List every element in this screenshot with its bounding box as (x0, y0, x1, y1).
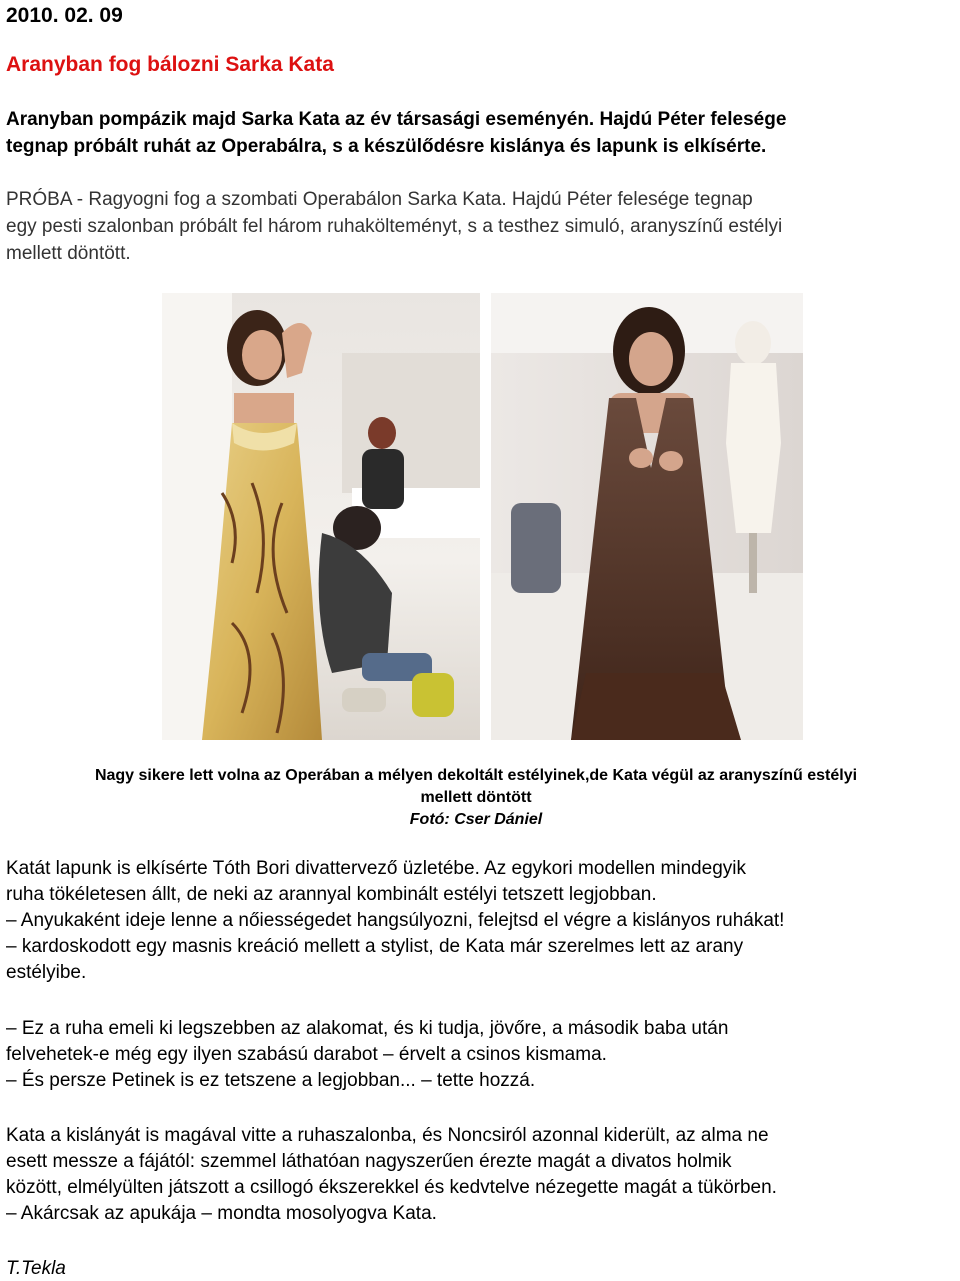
caption-line: mellett döntött (420, 789, 532, 806)
paragraph-line: – Akárcsak az apukája – mondta mosolyogva Kata. (6, 1203, 437, 1224)
photo-caption (0, 765, 952, 831)
photo-gold-gown (162, 293, 480, 740)
paragraph-line: Katát lapunk is elkísérte Tóth Bori divattervező üzletébe. Az egykori modellen mindegyik (6, 858, 746, 879)
intro-line: PRÓBA - Ragyogni fog a szombati Operabálon Sarka Kata. Hajdú Péter felesége tegnap (6, 189, 753, 210)
article-intro (6, 186, 958, 267)
paragraph-line: – És persze Petinek is ez tetszene a legjobban... – tette hozzá. (6, 1070, 536, 1091)
caption-line: Nagy sikere lett volna az Operában a mélyen dekoltált estélyinek,de Kata végül az aranyszínű estélyi (94, 767, 858, 784)
article-headline: Aranyban fog bálozni Sarka Kata (6, 53, 334, 76)
paragraph-3 (6, 1123, 960, 1227)
paragraph-line: – Ez a ruha emeli ki legszebben az alakomat, és ki tudja, jövőre, a második baba után (6, 1018, 729, 1039)
lead-line: tegnap próbált ruhát az Operabálra, s a készülődésre kislánya és lapunk is elkísérte. (6, 136, 767, 157)
paragraph-1 (6, 856, 960, 986)
photo-brown-gown (491, 293, 803, 740)
article-author: T.Tekla (6, 1258, 66, 1279)
article-date: 2010. 02. 09 (6, 4, 123, 27)
paragraph-line: Kata a kislányát is magával vitte a ruhaszalonba, és Noncsiról azonnal kiderült, az alma ne (6, 1125, 769, 1146)
paragraph-line: között, elmélyülten játszott a csillogó ékszerekkel és kedvtelve nézegette magát a tükörben. (6, 1177, 777, 1198)
paragraph-line: esett messze a fájától: szemmel láthatóan nagyszerűen érezte magát a divatos holmik (6, 1151, 732, 1172)
intro-line: egy pesti szalonban próbált fel három ruhakölteményt, s a testhez simuló, aranyszínű estélyi (6, 216, 783, 237)
photo-credit: Fotó: Cser Dániel (409, 811, 543, 828)
lead-line: Aranyban pompázik majd Sarka Kata az év társasági eseményén. Hajdú Péter felesége (6, 109, 787, 130)
article-lead (6, 106, 958, 160)
paragraph-line: – kardoskodott egy masnis kreáció mellett a stylist, de Kata már szerelmes lett az arany (6, 936, 744, 957)
paragraph-line: – Anyukaként ideje lenne a nőiességedet hangsúlyozni, felejtsd el végre a kislányos ruhákat! (6, 910, 785, 931)
paragraph-line: estélyibe. (6, 962, 87, 983)
paragraph-2 (6, 1016, 960, 1094)
paragraph-line: ruha tökéletesen állt, de neki az arannyal kombinált estélyi tetszett legjobban. (6, 884, 657, 905)
intro-line: mellett döntött. (6, 243, 131, 264)
paragraph-line: felvehetek-e még egy ilyen szabású darabot – érvelt a csinos kismama. (6, 1044, 607, 1065)
